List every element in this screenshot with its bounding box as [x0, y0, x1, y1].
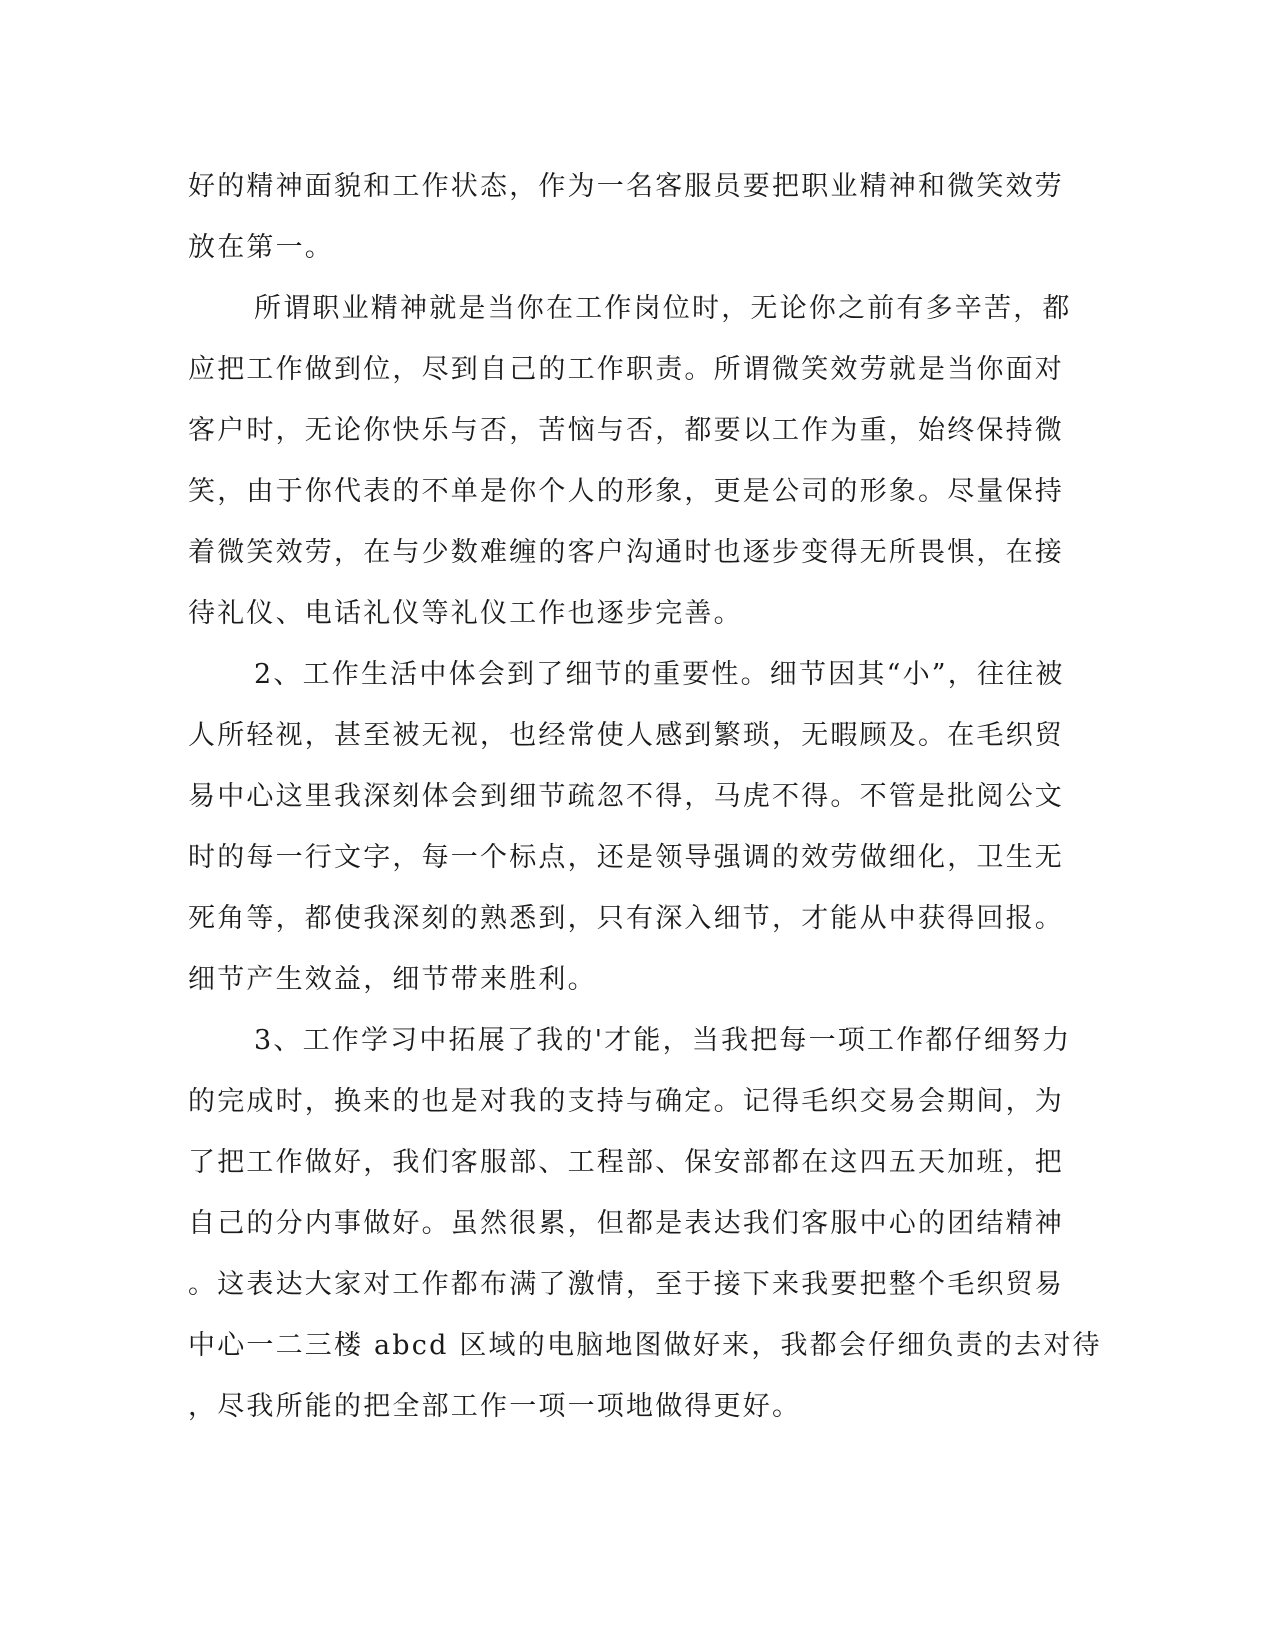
text-line: 客户时，无论你快乐与否，苦恼与否，都要以工作为重，始终保持微 — [188, 415, 1064, 446]
text-line: 时的每一行文字，每一个标点，还是领导强调的效劳做细化，卫生无 — [188, 842, 1064, 873]
text-line: 中心一二三楼 abcd 区域的电脑地图做好来，我都会仔细负责的去对待 — [188, 1330, 1102, 1361]
paragraph-start-line: 所谓职业精神就是当你在工作岗位时，无论你之前有多辛苦，都 — [254, 293, 1072, 324]
text-line: 笑，由于你代表的不单是你个人的形象，更是公司的形象。尽量保持 — [188, 476, 1064, 507]
text-line: 好的精神面貌和工作状态，作为一名客服员要把职业精神和微笑效劳 — [188, 171, 1064, 202]
paragraph-start-line: 2、工作生活中体会到了细节的重要性。细节因其“小”，往往被 — [254, 659, 1065, 690]
text-line: 。这表达大家对工作都布满了激情，至于接下来我要把整个毛织贸易 — [188, 1269, 1064, 1300]
text-line: ，尽我所能的把全部工作一项一项地做得更好。 — [188, 1391, 802, 1422]
text-line: 易中心这里我深刻体会到细节疏忽不得，马虎不得。不管是批阅公文 — [188, 781, 1064, 812]
text-line: 的完成时，换来的也是对我的支持与确定。记得毛织交易会期间，为 — [188, 1086, 1064, 1117]
text-line: 人所轻视，甚至被无视，也经常使人感到繁琐，无暇顾及。在毛织贸 — [188, 720, 1064, 751]
text-line: 自己的分内事做好。虽然很累，但都是表达我们客服中心的团结精神 — [188, 1208, 1064, 1239]
text-line: 放在第一。 — [188, 232, 334, 263]
text-line: 着微笑效劳，在与少数难缠的客户沟通时也逐步变得无所畏惧，在接 — [188, 537, 1064, 568]
text-line: 待礼仪、电话礼仪等礼仪工作也逐步完善。 — [188, 598, 743, 629]
text-line: 死角等，都使我深刻的熟悉到，只有深入细节，才能从中获得回报。 — [188, 903, 1064, 934]
paragraph-start-line: 3、工作学习中拓展了我的'才能，当我把每一项工作都仔细努力 — [254, 1025, 1072, 1056]
text-line: 细节产生效益，细节带来胜利。 — [188, 964, 597, 995]
text-line: 应把工作做到位，尽到自己的工作职责。所谓微笑效劳就是当你面对 — [188, 354, 1064, 385]
text-line: 了把工作做好，我们客服部、工程部、保安部都在这四五天加班，把 — [188, 1147, 1064, 1178]
document-body — [188, 156, 1102, 1437]
